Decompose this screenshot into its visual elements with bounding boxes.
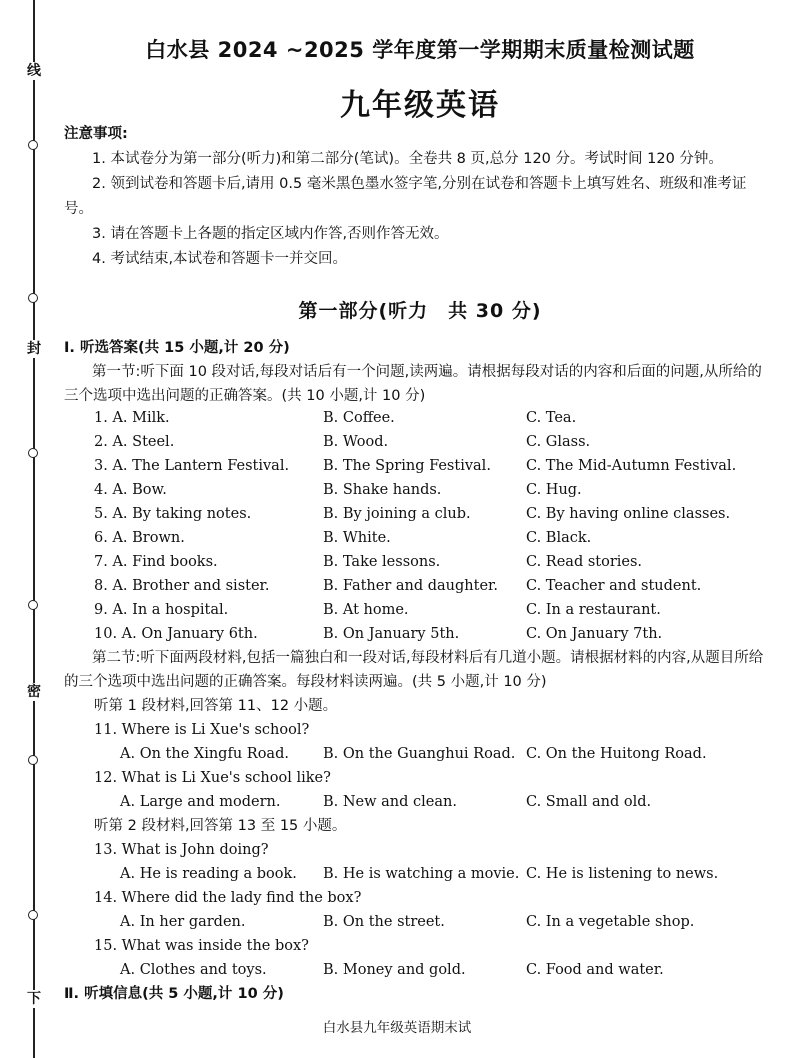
- section-heading: Ⅱ. 听填信息(共 5 小题,计 10 分): [64, 986, 284, 1002]
- option-a: 6. A. Brown.: [94, 530, 185, 546]
- question-row: [0, 742, 794, 766]
- option-b: B. New and clean.: [323, 794, 457, 810]
- binding-char-mi: 密: [22, 683, 46, 701]
- question-row: [0, 478, 794, 502]
- option-a: 7. A. Find books.: [94, 554, 218, 570]
- option-c: C. In a vegetable shop.: [526, 914, 695, 930]
- option-a: A. Large and modern.: [120, 794, 281, 810]
- option-b: B. Wood.: [323, 434, 389, 450]
- question-row: [0, 598, 794, 622]
- option-c: C. Small and old.: [526, 794, 652, 810]
- option-b: B. On the street.: [323, 914, 445, 930]
- material-heading-row: [0, 814, 794, 838]
- material-heading: 听第 2 段材料,回答第 13 至 15 小题。: [94, 818, 347, 834]
- binding-circle: [28, 140, 38, 150]
- option-a: 8. A. Brother and sister.: [94, 578, 270, 594]
- option-a: 5. A. By taking notes.: [94, 506, 252, 522]
- option-c: C. Glass.: [526, 434, 591, 450]
- exam-title: 白水县 2024 ~2025 学年度第一学期期末质量检测试题: [145, 38, 695, 62]
- question-stem: 13. What is John doing?: [94, 842, 269, 858]
- binding-circle: [28, 293, 38, 303]
- option-b: B. The Spring Festival.: [323, 458, 491, 474]
- option-b: B. On January 5th.: [323, 626, 460, 642]
- option-c: C. Read stories.: [526, 554, 643, 570]
- question-stem-row: [0, 934, 794, 958]
- option-a: 9. A. In a hospital.: [94, 602, 229, 618]
- section-1-block: [64, 336, 776, 408]
- question-stem-row: [0, 886, 794, 910]
- option-a: A. In her garden.: [120, 914, 246, 930]
- binding-char-xian: 线: [22, 62, 46, 80]
- question-row: [0, 550, 794, 574]
- option-c: C. Food and water.: [526, 962, 664, 978]
- question-row: [0, 406, 794, 430]
- option-b: B. At home.: [323, 602, 409, 618]
- material-heading-row: [0, 694, 794, 718]
- question-stem: 14. Where did the lady find the box?: [94, 890, 362, 906]
- option-b: B. By joining a club.: [323, 506, 471, 522]
- question-row: [0, 454, 794, 478]
- binding-char-feng: 封: [22, 340, 46, 358]
- part-title: 第一部分(听力 共 30 分): [298, 300, 542, 322]
- option-a: 2. A. Steel.: [94, 434, 175, 450]
- question-stem-row: [0, 838, 794, 862]
- section-2-heading-row: [64, 982, 764, 1006]
- question-row: [0, 574, 794, 598]
- question-row: [0, 910, 794, 934]
- option-c: C. By having online classes.: [526, 506, 731, 522]
- section-2-block: [64, 646, 776, 694]
- question-stem: 15. What was inside the box?: [94, 938, 309, 954]
- option-b: B. He is watching a movie.: [323, 866, 520, 882]
- option-b: B. Coffee.: [323, 410, 395, 426]
- option-c: C. He is listening to news.: [526, 866, 719, 882]
- option-a: 4. A. Bow.: [94, 482, 167, 498]
- option-c: C. Hug.: [526, 482, 582, 498]
- option-a: A. He is reading a book.: [120, 866, 297, 882]
- page-footer: 白水县九年级英语期末试: [322, 1020, 472, 1036]
- option-c: C. In a restaurant.: [526, 602, 661, 618]
- option-c: C. On the Huitong Road.: [526, 746, 707, 762]
- option-a: A. Clothes and toys.: [120, 962, 267, 978]
- section-intro: 第二节:听下面两段材料,包括一篇独白和一段对话,每段材料后有几道小题。请根据材料的内容,从题目所给的三个选项中选出问题的正确答案。每段材料读两遍。(共 5 小题,计 10 分): [64, 650, 764, 690]
- question-row: [0, 862, 794, 886]
- option-b: B. Take lessons.: [323, 554, 441, 570]
- note-item: 4. 考试结束,本试卷和答题卡一并交回。: [92, 251, 348, 267]
- question-row: [0, 958, 794, 982]
- question-row: [0, 790, 794, 814]
- section-intro: 第一节:听下面 10 段对话,每段对话后有一个问题,读两遍。请根据每段对话的内容和后面的问题,从所给的三个选项中选出问题的正确答案。(共 10 小题,计 10 分): [64, 364, 762, 404]
- note-item: 2. 领到试卷和答题卡后,请用 0.5 毫米黑色墨水签字笔,分别在试卷和答题卡上填写姓名、班级和准考证号。: [64, 176, 747, 217]
- question-stem: 11. Where is Li Xue's school?: [94, 722, 310, 738]
- question-row: [0, 526, 794, 550]
- option-b: B. Money and gold.: [323, 962, 466, 978]
- material-heading: 听第 1 段材料,回答第 11、12 小题。: [94, 698, 338, 714]
- binding-char-xia: 下: [22, 990, 46, 1008]
- question-row: [0, 622, 794, 646]
- option-c: C. Tea.: [526, 410, 577, 426]
- option-a: 3. A. The Lantern Festival.: [94, 458, 290, 474]
- question-stem-row: [0, 718, 794, 742]
- option-a: 1. A. Milk.: [94, 410, 170, 426]
- note-item: 3. 请在答题卡上各题的指定区域内作答,否则作答无效。: [92, 226, 449, 242]
- question-row: [0, 502, 794, 526]
- subject-title: 九年级英语: [340, 88, 500, 123]
- section-heading: Ⅰ. 听选答案(共 15 小题,计 20 分): [64, 340, 290, 356]
- option-b: B. White.: [323, 530, 391, 546]
- question-row: [0, 430, 794, 454]
- option-c: C. The Mid-Autumn Festival.: [526, 458, 737, 474]
- note-item: 1. 本试卷分为第一部分(听力)和第二部分(笔试)。全卷共 8 页,总分 120 分。考试时间 120 分钟。: [92, 151, 723, 167]
- question-stem-row: [0, 766, 794, 790]
- option-c: C. Teacher and student.: [526, 578, 702, 594]
- notes-section: [64, 122, 774, 272]
- option-a: A. On the Xingfu Road.: [120, 746, 289, 762]
- question-stem: 12. What is Li Xue's school like?: [94, 770, 331, 786]
- notes-heading: 注意事项:: [64, 126, 128, 142]
- option-c: C. Black.: [526, 530, 592, 546]
- option-a: 10. A. On January 6th.: [94, 626, 258, 642]
- option-b: B. Father and daughter.: [323, 578, 498, 594]
- option-b: B. On the Guanghui Road.: [323, 746, 516, 762]
- option-b: B. Shake hands.: [323, 482, 442, 498]
- option-c: C. On January 7th.: [526, 626, 663, 642]
